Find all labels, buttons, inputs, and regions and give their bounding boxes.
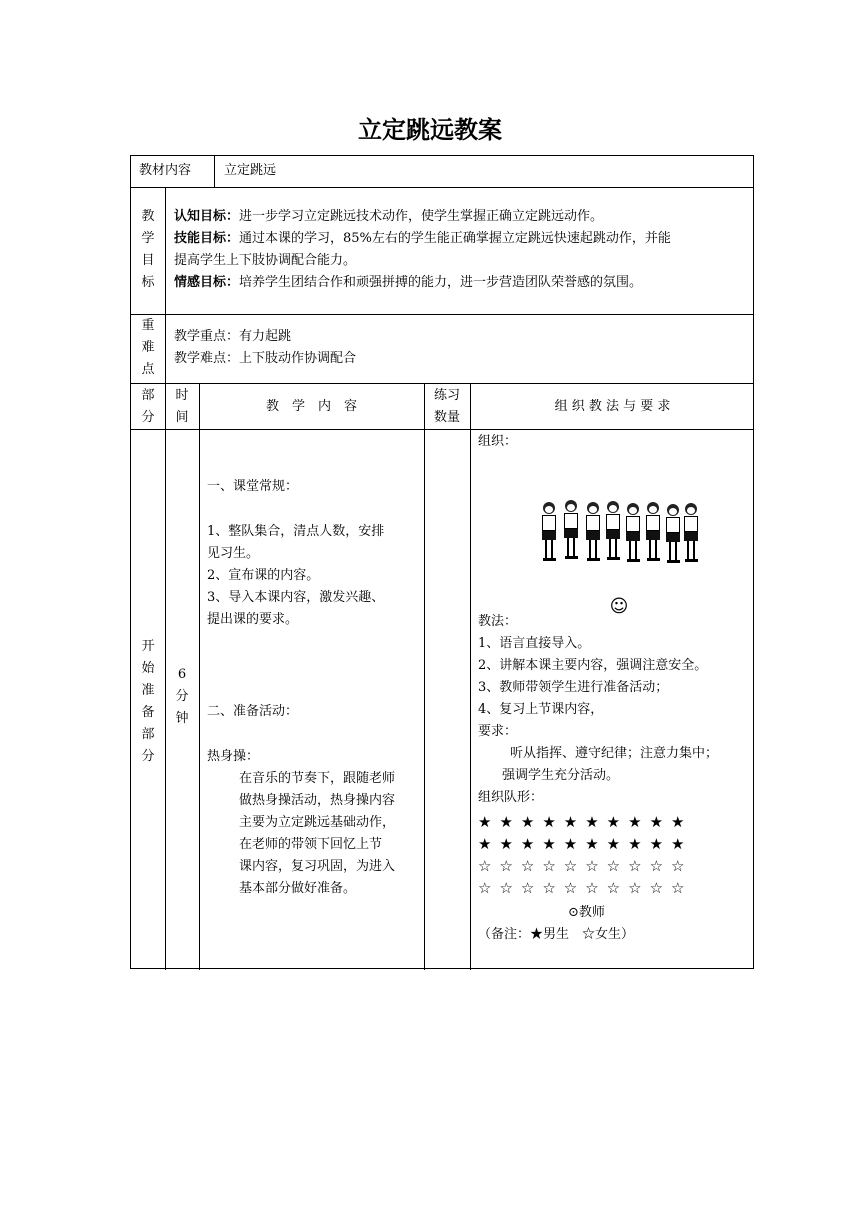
skill-goal: 技能目标：通过本课的学习，85%左右的学生能正确掌握立定跳远快速起跳动作，并能 xyxy=(174,231,671,246)
col-header-method: 组 织 教 法 与 要 求 xyxy=(554,399,671,414)
material-label: 教材内容 xyxy=(139,163,192,178)
col-divider xyxy=(470,383,471,970)
cognitive-goal: 认知目标：进一步学习立定跳远技术动作，使学生掌握正确立定跳远动作。 xyxy=(174,209,604,224)
section-time-label: 6 分 钟 xyxy=(175,667,189,726)
goals-side-label: 教 学 目 标 xyxy=(141,209,155,290)
student-figure xyxy=(684,503,698,565)
focus-side-label: 重 难 点 xyxy=(141,318,155,377)
col-header-practice: 练习 数量 xyxy=(433,388,460,425)
formation-row-girls: ☆☆☆☆☆☆☆☆☆☆ xyxy=(478,879,693,897)
warmup-description: 在音乐的节奏下，跟随老师 做热身操活动，热身操内容 主要为立定跳远基础动作， 在老师的带领下回忆上节 课内容，复习巩固，为进入 基本部分做好准备。 xyxy=(239,771,396,896)
goals-text xyxy=(174,206,752,294)
col-divider xyxy=(214,156,215,187)
row-divider xyxy=(131,383,753,384)
students-illustration xyxy=(540,500,700,564)
student-figure xyxy=(542,502,556,564)
col-header-time: 时 间 xyxy=(175,388,189,425)
col-divider xyxy=(165,187,166,383)
student-figure xyxy=(626,503,640,565)
method-block: 教法： 1、语言直接导入。 2、讲解本课主要内容，强调注意安全。 3、教师带领学生进行准备活动； 4、复习上节课内容， 要求： 听从指挥、遵守纪律；注意力集中； 强调学生充分活动。 组织队形： xyxy=(478,614,719,805)
emotion-goal: 情感目标：培养学生团结合作和顽强拼搏的能力，进一步营造团队荣誉感的氛围。 xyxy=(174,275,643,290)
col-header-content: 教 学 内 容 xyxy=(265,399,357,414)
student-figure xyxy=(666,504,680,566)
warmup-title: 二、准备活动： xyxy=(207,704,299,719)
row-divider xyxy=(131,187,753,188)
focus-text xyxy=(174,326,356,370)
student-figure xyxy=(646,502,660,564)
row-divider xyxy=(131,429,753,430)
key-point: 教学重点：有力起跳 xyxy=(174,329,292,344)
smiley-icon: ☺ xyxy=(609,596,629,617)
col-divider xyxy=(199,383,200,970)
section-part-label: 开 始 准 备 部 分 xyxy=(141,639,155,764)
col-header-part: 部 分 xyxy=(141,388,155,425)
warmup-label: 热身操： xyxy=(207,749,260,764)
row-divider xyxy=(131,314,753,315)
formation-row-girls: ☆☆☆☆☆☆☆☆☆☆ xyxy=(478,857,693,875)
skill-goal-cont: 提高学生上下肢协调配合能力。 xyxy=(174,253,357,268)
material-value: 立定跳远 xyxy=(224,163,277,178)
student-figure xyxy=(586,502,600,564)
org-label: 组织： xyxy=(478,434,518,449)
teacher-marker: ⊙教师 xyxy=(568,905,605,920)
formation-grid xyxy=(478,811,753,899)
formation-row-boys: ★★★★★★★★★★ xyxy=(478,835,693,853)
formation-note: （备注：★男生 ☆女生） xyxy=(478,927,635,942)
routine-title: 一、课堂常规： xyxy=(207,479,299,494)
student-figure xyxy=(606,501,620,563)
col-divider xyxy=(424,383,425,970)
formation-row-boys: ★★★★★★★★★★ xyxy=(478,813,693,831)
student-figure xyxy=(564,500,578,562)
page-title: 立定跳远教案 xyxy=(358,116,502,144)
routine-list: 1、整队集合，清点人数，安排 见习生。 2、宣布课的内容。 3、导入本课内容，激发兴趣、 提出课的要求。 xyxy=(207,524,385,627)
difficulty: 教学难点：上下肢动作协调配合 xyxy=(174,351,357,366)
